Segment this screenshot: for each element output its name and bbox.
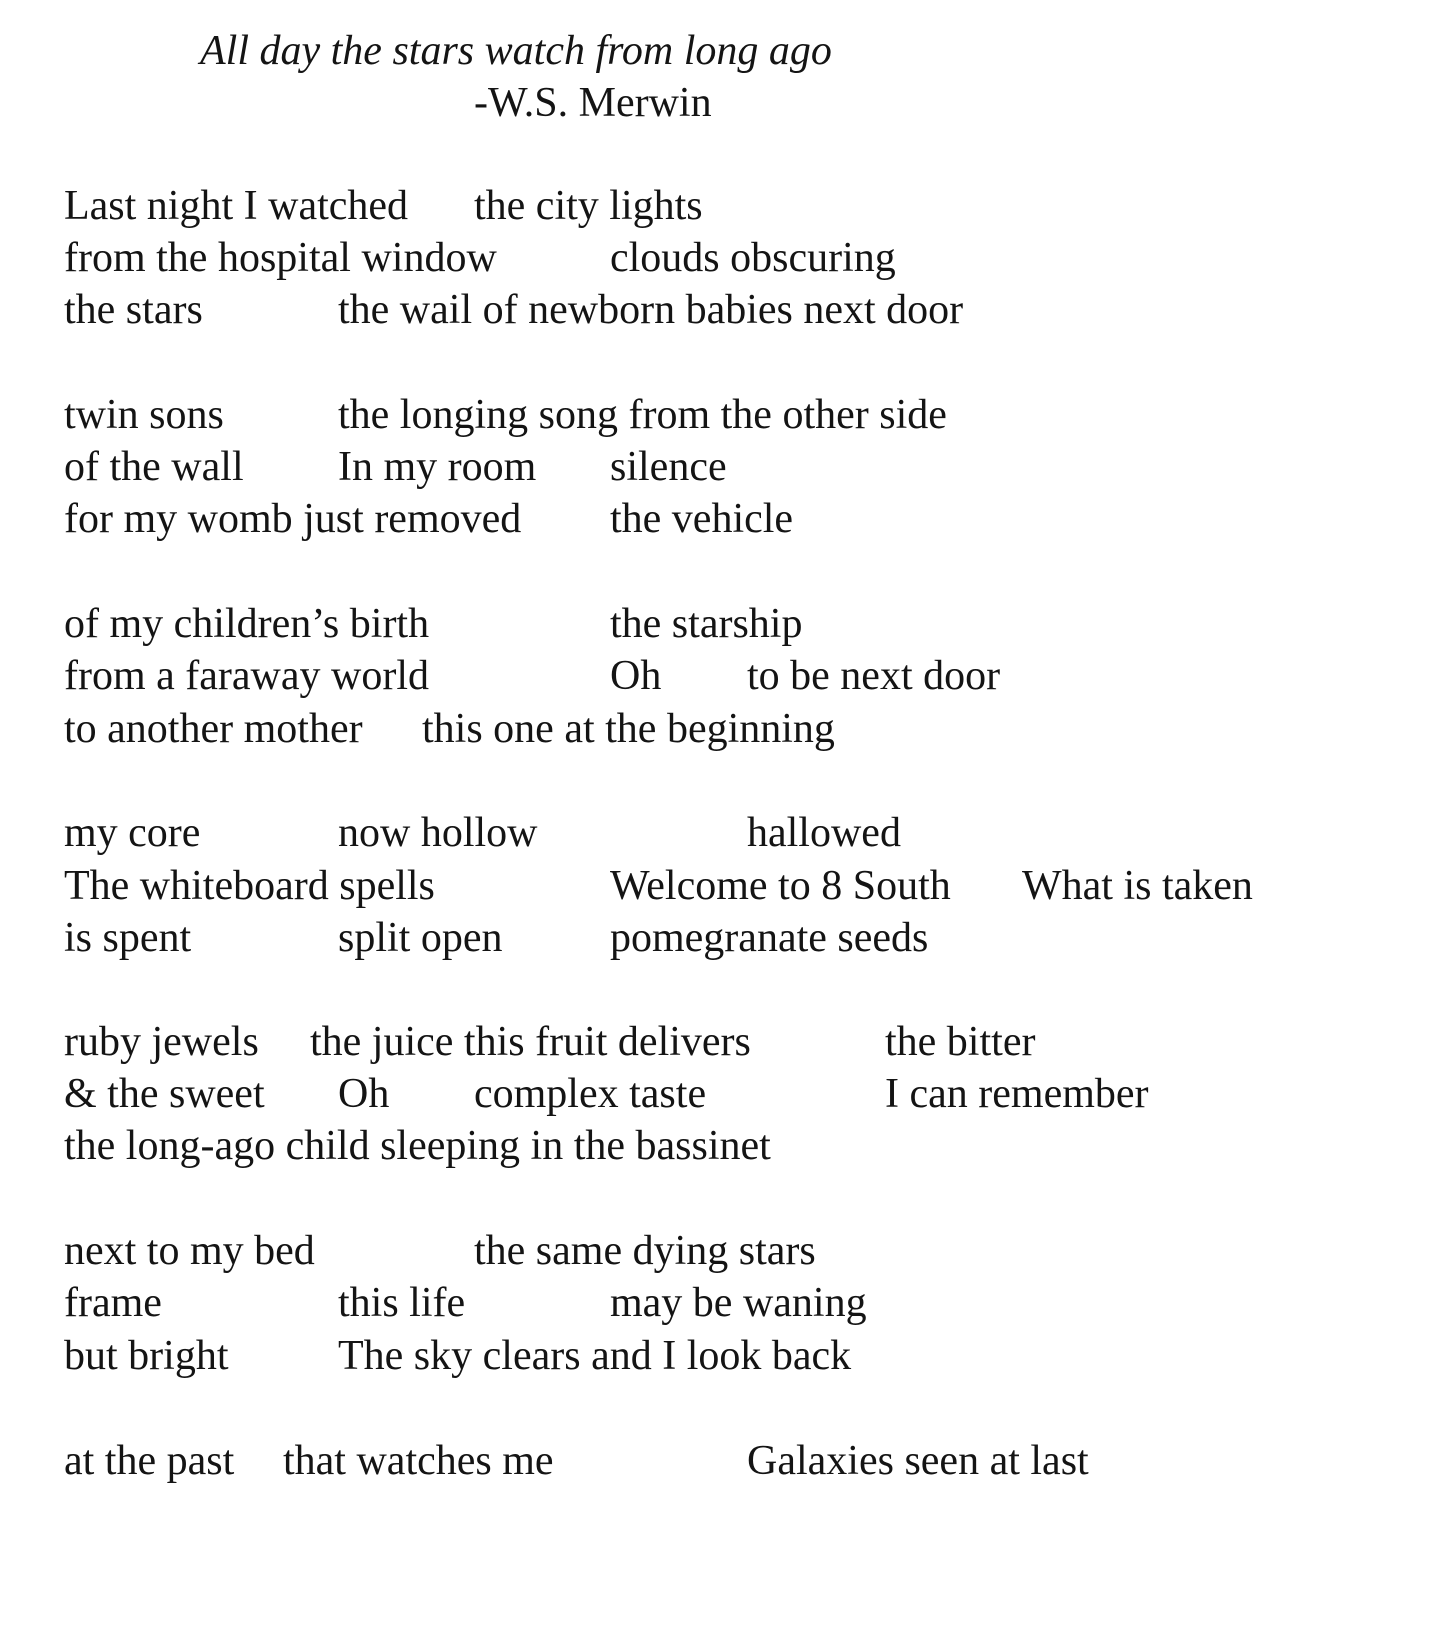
poem-phrase: the longing song from the other side: [338, 392, 947, 438]
poem-phrase: from a faraway world: [64, 653, 429, 699]
poem-phrase: split open: [338, 915, 503, 961]
poem-phrase: this life: [338, 1280, 466, 1326]
poem-phrase: hallowed: [747, 810, 901, 856]
poem-phrase: is spent: [64, 915, 192, 961]
poem-phrase: next to my bed: [64, 1228, 315, 1274]
poem-phrase: twin sons: [64, 392, 224, 438]
poem-phrase: clouds obscuring: [610, 235, 896, 281]
poem-phrase: but bright: [64, 1333, 229, 1379]
poem-phrase: silence: [610, 444, 727, 490]
poem-phrase: from the hospital window: [64, 235, 497, 281]
epigraph-attribution: -W.S. Merwin: [474, 80, 712, 126]
poem-phrase: the starship: [610, 601, 803, 647]
poem-phrase: pomegranate seeds: [610, 915, 929, 961]
poem-phrase: the stars: [64, 287, 203, 333]
poem-phrase: What is taken: [1022, 863, 1253, 909]
poem-phrase: the bitter: [885, 1019, 1036, 1065]
poem-phrase: may be waning: [610, 1280, 867, 1326]
poem-phrase: complex taste: [474, 1071, 707, 1117]
poem-phrase: Oh: [338, 1071, 390, 1117]
poem-phrase: to another mother: [64, 706, 363, 752]
epigraph: All day the stars watch from long ago: [200, 28, 832, 74]
poem-phrase: Oh: [610, 653, 662, 699]
poem-phrase: this one at the beginning: [422, 706, 835, 752]
poem-phrase: to be next door: [747, 653, 1001, 699]
poem-phrase: & the sweet: [64, 1071, 265, 1117]
poem-phrase: for my womb just removed: [64, 496, 522, 542]
poem-phrase: The sky clears and I look back: [338, 1333, 852, 1379]
poem-phrase: that watches me: [283, 1438, 554, 1484]
poem-phrase: the wail of newborn babies next door: [338, 287, 964, 333]
poem-phrase: at the past: [64, 1438, 235, 1484]
poem-phrase: Welcome to 8 South: [610, 863, 951, 909]
poem-phrase: the juice this fruit delivers: [310, 1019, 751, 1065]
poem-phrase: the long-ago child sleeping in the bassinet: [64, 1123, 771, 1169]
poem-phrase: ruby jewels: [64, 1019, 259, 1065]
poem-phrase: my core: [64, 810, 201, 856]
poem-phrase: the same dying stars: [474, 1228, 816, 1274]
poem-phrase: of my children’s birth: [64, 601, 430, 647]
poem-phrase: the city lights: [474, 183, 703, 229]
poem-phrase: of the wall: [64, 444, 244, 490]
poem-phrase: now hollow: [338, 810, 538, 856]
poem-phrase: The whiteboard spells: [64, 863, 435, 909]
poem-phrase: I can remember: [885, 1071, 1149, 1117]
poem-phrase: In my room: [338, 444, 537, 490]
poem-phrase: the vehicle: [610, 496, 794, 542]
poem-phrase: Last night I watched: [64, 183, 409, 229]
poem-phrase: Galaxies seen at last: [747, 1438, 1089, 1484]
poem-phrase: frame: [64, 1280, 162, 1326]
